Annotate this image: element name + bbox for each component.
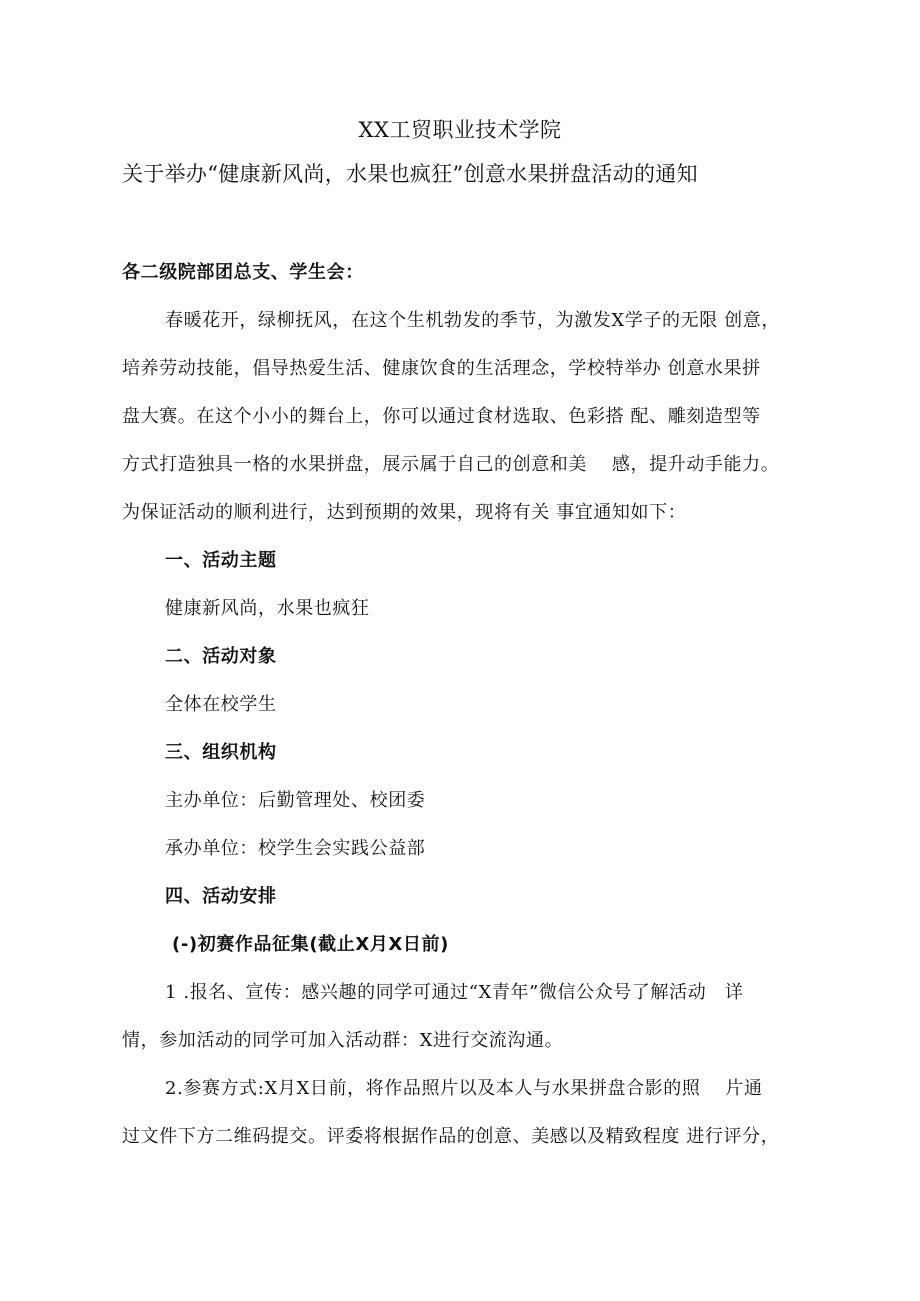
section-theme-text: 健康新风尚，水果也疯狂 [165,598,370,619]
salutation: 各二级院部团总支、学生会： [122,262,364,283]
step-2-line-1: 2.参赛方式:X月X日前，将作品照片以及本人与水果拼盘合影的照 片通 [165,1078,763,1099]
section-org-organizer: 承办单位：校学生会实践公益部 [165,838,426,859]
section-theme-heading: 一、活动主题 [165,550,277,571]
step-2-line-2: 过文件下方二维码提交。评委将根据作品的创意、美感以及精致程度 进行评分， [122,1126,780,1147]
notice-title: 关于举办“健康新风尚，水果也疯狂”创意水果拼盘活动的通知 [122,162,698,186]
step-1-line-1: 1 .报名、宣传：感兴趣的同学可通过“X青年”微信公众号了解活动 详 [165,982,744,1003]
intro-line-1: 春暖花开，绿柳抚风，在这个生机勃发的季节，为激发X学子的无限 创意， [165,310,780,331]
intro-line-3: 盘大赛。在这个小小的舞台上，你可以通过食材选取、色彩搭 配、雕刻造型等 [122,406,761,427]
intro-line-5: 为保证活动的顺利进行，达到预期的效果，现将有关 事宜通知如下： [122,502,687,523]
section-org-heading: 三、组织机构 [165,742,277,763]
prelim-heading: (-)初赛作品征集(截止X月X日前) [172,934,449,955]
section-org-host: 主办单位：后勤管理处、校团委 [165,790,426,811]
step-1-line-2: 情，参加活动的同学可加入活动群：X进行交流沟通。 [122,1030,564,1051]
section-audience-text: 全体在校学生 [165,694,277,715]
section-schedule-heading: 四、活动安排 [165,886,277,907]
school-name: XX工贸职业技术学院 [358,118,562,142]
section-audience-heading: 二、活动对象 [165,646,277,667]
intro-line-2: 培养劳动技能，倡导热爱生活、健康饮食的生活理念，学校特举办 创意水果拼 [122,358,761,379]
intro-line-4: 方式打造独具一格的水果拼盘，展示属于自己的创意和美 感，提升动手能力。 [122,454,780,475]
